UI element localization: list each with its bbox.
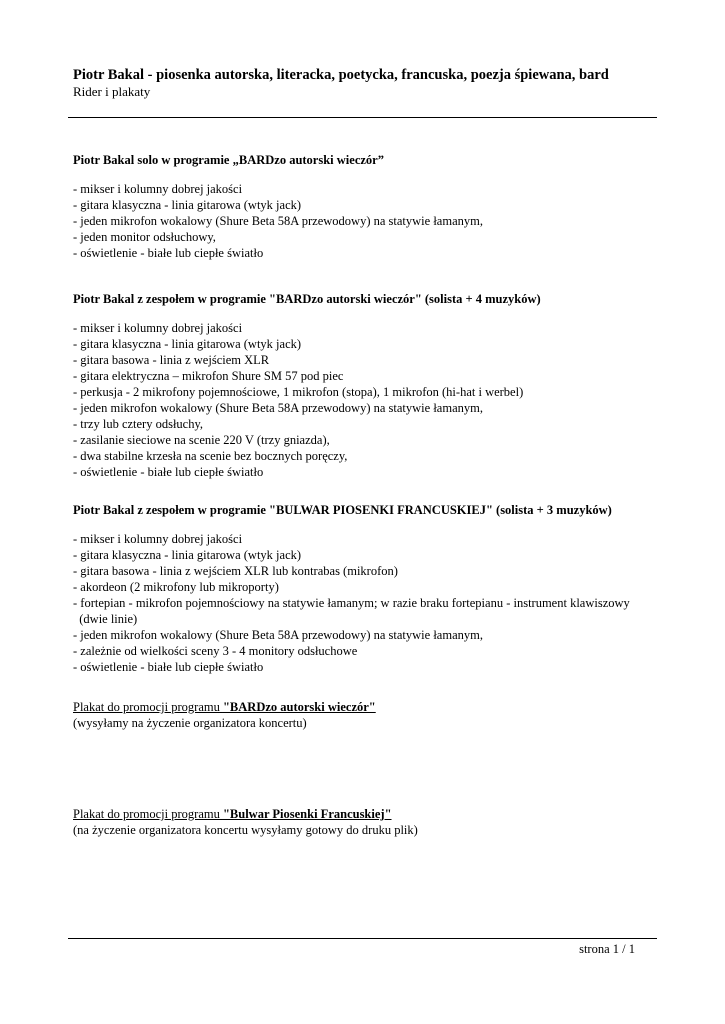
requirements-list bbox=[73, 181, 663, 261]
list-item: - gitara elektryczna – mikrofon Shure SM 57 pod piec bbox=[73, 369, 344, 383]
list-item: - jeden mikrofon wokalowy (Shure Beta 58A przewodowy) na statywie łamanym, bbox=[73, 401, 483, 415]
promo-note: (wysyłamy na życzenie organizatora koncertu) bbox=[73, 716, 307, 730]
list-item: - jeden monitor odsłuchowy, bbox=[73, 230, 216, 244]
page-subtitle: Rider i plakaty bbox=[73, 84, 151, 99]
list-item: - gitara basowa - linia z wejściem XLR bbox=[73, 353, 270, 367]
page-title: Piotr Bakal - piosenka autorska, literacka, poetycka, francuska, poezja śpiewana, bard bbox=[73, 67, 609, 83]
section-solo bbox=[73, 152, 663, 261]
list-item: - oświetlenie - białe lub ciepłe światło bbox=[73, 660, 264, 674]
list-item: - gitara klasyczna - linia gitarowa (wtyk jack) bbox=[73, 337, 302, 351]
promo-prefix: Plakat do promocji programu bbox=[73, 807, 223, 821]
promo-prefix: Plakat do promocji programu bbox=[73, 700, 223, 714]
list-item: - jeden mikrofon wokalowy (Shure Beta 58A przewodowy) na statywie łamanym, bbox=[73, 628, 483, 642]
promo-title bbox=[73, 699, 663, 715]
list-item: - dwa stabilne krzesła na scenie bez bocznych poręczy, bbox=[73, 449, 348, 463]
requirements-list bbox=[73, 320, 663, 480]
promo-program-name: "BARDzo autorski wieczór" bbox=[222, 700, 376, 714]
section-band-bardzo bbox=[73, 291, 663, 480]
header-divider bbox=[68, 117, 657, 118]
list-item: - zasilanie sieciowe na scenie 220 V (trzy gniazda), bbox=[73, 433, 330, 447]
promo-bulwar bbox=[73, 806, 663, 838]
list-item: - perkusja - 2 mikrofony pojemnościowe, 1 mikrofon (stopa), 1 mikrofon (hi-hat i werbel) bbox=[73, 385, 524, 399]
list-item: - gitara klasyczna - linia gitarowa (wtyk jack) bbox=[73, 548, 302, 562]
list-item: - mikser i kolumny dobrej jakości bbox=[73, 182, 243, 196]
list-item: - jeden mikrofon wokalowy (Shure Beta 58A przewodowy) na statywie łamanym, bbox=[73, 214, 483, 228]
list-item: - oświetlenie - białe lub ciepłe światło bbox=[73, 246, 264, 260]
section-title: Piotr Bakal solo w programie „BARDzo autorski wieczór” bbox=[73, 153, 384, 167]
page-number: strona 1 / 1 bbox=[579, 942, 635, 956]
footer-divider bbox=[68, 938, 657, 939]
list-item: - mikser i kolumny dobrej jakości bbox=[73, 532, 243, 546]
requirements-list bbox=[73, 531, 663, 675]
section-title: Piotr Bakal z zespołem w programie "BARDzo autorski wieczór" (solista + 4 muzyków) bbox=[73, 292, 541, 306]
promo-note: (na życzenie organizatora koncertu wysyłamy gotowy do druku plik) bbox=[73, 823, 418, 837]
list-item: - akordeon (2 mikrofony lub mikroporty) bbox=[73, 580, 279, 594]
list-item: - trzy lub cztery odsłuchy, bbox=[73, 417, 204, 431]
section-band-bulwar bbox=[73, 502, 663, 675]
promo-bardzo bbox=[73, 699, 663, 731]
list-item: (dwie linie) bbox=[73, 612, 138, 626]
promo-title bbox=[73, 806, 663, 822]
list-item: - oświetlenie - białe lub ciepłe światło bbox=[73, 465, 264, 479]
list-item: - fortepian - mikrofon pojemnościowy na statywie łamanym; w razie braku fortepianu - instrument klawiszowy bbox=[73, 596, 630, 610]
list-item: - gitara basowa - linia z wejściem XLR lub kontrabas (mikrofon) bbox=[73, 564, 398, 578]
promo-program-name: "Bulwar Piosenki Francuskiej" bbox=[222, 807, 392, 821]
list-item: - mikser i kolumny dobrej jakości bbox=[73, 321, 243, 335]
section-title: Piotr Bakal z zespołem w programie "BULWAR PIOSENKI FRANCUSKIEJ" (solista + 3 muzyków) bbox=[73, 503, 612, 517]
list-item: - gitara klasyczna - linia gitarowa (wtyk jack) bbox=[73, 198, 302, 212]
list-item: - zależnie od wielkości sceny 3 - 4 monitory odsłuchowe bbox=[73, 644, 358, 658]
